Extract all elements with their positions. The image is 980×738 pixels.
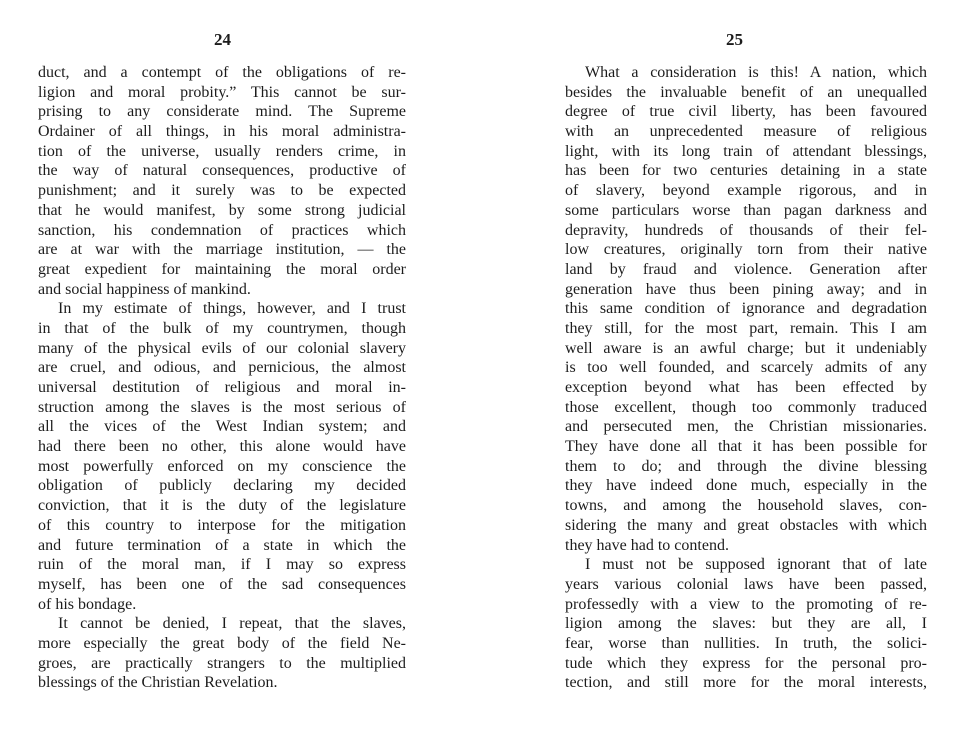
text-line: they have had to contend.: [565, 536, 729, 554]
text-line: them to do; and through the divine blessing: [565, 457, 927, 475]
text-line: that he would manifest, by some strong judicial: [38, 201, 406, 219]
text-line: groes, are practically strangers to the multiplied: [38, 654, 406, 672]
text-line: They have done all that it has been possible for: [565, 438, 927, 456]
text-line: and persecuted men, the Christian missionaries.: [565, 418, 927, 436]
left-page-text: [38, 63, 406, 693]
text-line: they still, for the most part, remain. This I am: [565, 319, 927, 337]
text-line: duct, and a contempt of the obligations of re-: [38, 64, 406, 81]
text-line: depravity, hundreds of thousands of their fel-: [565, 221, 927, 239]
text-line: prising to any considerate mind. The Supreme: [38, 103, 406, 121]
text-line: many of the physical evils of our colonial slavery: [38, 339, 406, 357]
text-line: is too well founded, and scarcely admits of any: [565, 359, 927, 377]
text-line: years various colonial laws have been passed,: [565, 575, 927, 593]
text-line: well aware is an awful charge; but it undeniably: [565, 339, 927, 357]
text-line: the way of natural consequences, productive of: [38, 162, 406, 180]
text-line: light, with its long train of attendant blessings,: [565, 142, 927, 160]
text-line: all the vices of the West Indian system; and: [38, 418, 406, 436]
text-line: I must not be supposed ignorant that of late: [585, 556, 927, 574]
text-line: conviction, that it is the duty of the legislature: [38, 497, 406, 515]
text-line: of his bondage.: [38, 595, 137, 613]
text-line: some particulars worse than pagan darkness and: [565, 201, 927, 219]
text-line: punishment; and it surely was to be expected: [38, 182, 406, 200]
text-line: What a consideration is this! A nation, which: [585, 64, 927, 81]
text-line: towns, and among the household slaves, con-: [565, 497, 927, 515]
text-line: obligation of publicly declaring my decided: [38, 477, 406, 495]
text-line: they have indeed done much, especially in the: [565, 477, 927, 495]
text-line: low creatures, originally torn from their native: [565, 241, 927, 259]
text-line: exception beyond what has been effected by: [565, 379, 927, 396]
text-line: blessings of the Christian Revelation.: [38, 674, 278, 692]
text-line: ligion among the slaves: but they are all, I: [565, 615, 927, 633]
text-line: degree of true civil liberty, has been favoured: [565, 103, 927, 121]
text-line: It cannot be denied, I repeat, that the slaves,: [58, 615, 406, 633]
text-line: universal destitution of religious and moral in-: [38, 379, 406, 396]
text-line: those excellent, though too commonly traduced: [565, 398, 927, 416]
text-line: In my estimate of things, however, and I trust: [58, 300, 406, 318]
text-line: great expedient for maintaining the moral order: [38, 260, 406, 278]
text-line: generation have thus been pining away; and in: [565, 280, 927, 298]
text-line: of this country to interpose for the mitigation: [38, 516, 406, 534]
text-line: professedly with a view to the promoting of re-: [565, 595, 927, 613]
text-line: had there been no other, this alone would have: [38, 438, 406, 456]
right-page-number: 25: [726, 30, 743, 49]
text-line: of slavery, beyond example rigorous, and in: [565, 182, 927, 200]
text-line: with an unprecedented measure of religious: [565, 123, 927, 141]
text-line: sidering the many and great obstacles with which: [565, 516, 927, 534]
text-line: and social happiness of mankind.: [38, 280, 251, 298]
text-line: and future termination of a state in which the: [38, 536, 406, 554]
text-line: Ordainer of all things, in his moral administra-: [38, 123, 406, 141]
text-line: this same condition of ignorance and degradation: [565, 300, 927, 318]
text-line: in that of the bulk of my countrymen, though: [38, 319, 406, 337]
text-line: ruin of the moral man, if I may so express: [38, 556, 406, 574]
text-line: more especially the great body of the field Ne-: [38, 634, 406, 652]
text-line: are at war with the marriage institution, — the: [38, 241, 406, 259]
text-line: myself, has been one of the sad consequences: [38, 575, 406, 593]
text-line: ligion and moral probity.” This cannot be sur-: [38, 83, 406, 101]
text-line: land by fraud and violence. Generation after: [565, 260, 927, 278]
text-line: sanction, his condemnation of practices which: [38, 221, 406, 239]
text-line: besides the invaluable benefit of an unequalled: [565, 83, 927, 101]
text-line: has been for two centuries detaining in a state: [565, 162, 927, 180]
text-line: tection, and still more for the moral interests,: [565, 674, 927, 692]
text-line: tude which they express for the personal pro-: [565, 654, 927, 672]
text-line: are cruel, and odious, and pernicious, the almost: [38, 359, 406, 377]
right-page-text: [565, 63, 927, 693]
right-page: [490, 0, 980, 738]
text-line: fear, worse than nullities. In truth, the solici-: [565, 634, 927, 652]
text-line: tion of the universe, usually renders crime, in: [38, 142, 406, 160]
text-line: struction among the slaves is the most serious of: [38, 398, 406, 416]
left-page-number: 24: [214, 30, 231, 49]
text-line: most powerfully enforced on my conscience the: [38, 457, 406, 475]
